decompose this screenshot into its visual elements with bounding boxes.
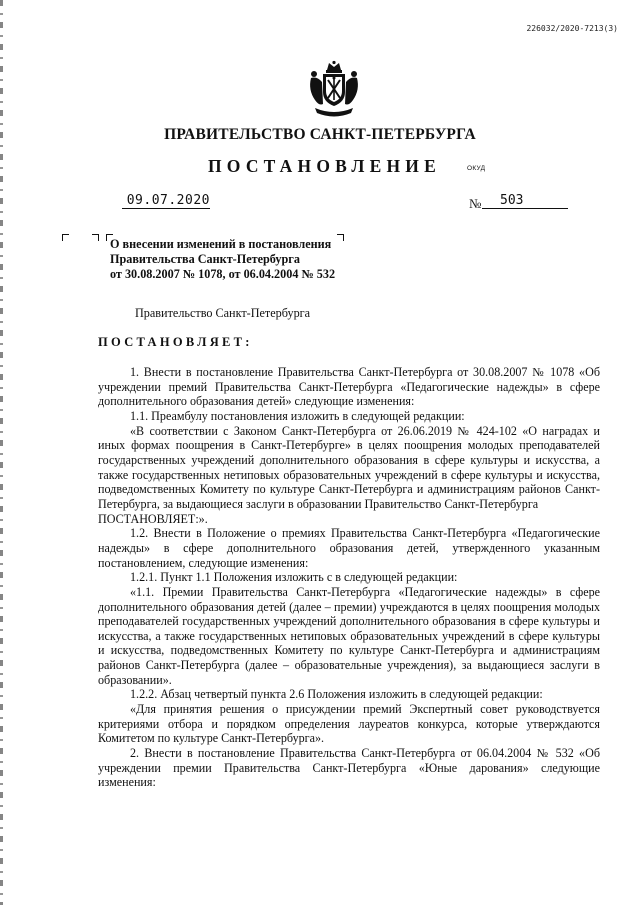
government-title: ПРАВИТЕЛЬСТВО САНКТ-ПЕТЕРБУРГА	[164, 126, 476, 143]
paragraph: 1.2. Внести в Положение о премиях Правительства Санкт-Петербурга «Педагогические надежды» в сфере дополнительного образования детей, утвержденного указанным постановлением, следующие изменения:	[98, 526, 600, 570]
paragraph: «В соответствии с Законом Санкт-Петербурга от 26.06.2019 № 424-102 «О наградах и иных формах поощрения в Санкт-Петербурге» в целях поощрения молодых преподавателей государственных учреждений дополнительного образования в сфере культуры и искусства, а также государственных нетиповых образовательных учреждений в сфере культуры и искусства, подведомственных Комитету по культуре Санкт-Петербурга и администрациям районов Санкт-Петербурга, за выдающиеся заслуги в образовании Правительство Санкт-Петербурга	[98, 423, 600, 511]
subject-line: от 30.08.2007 № 1078, от 06.04.2004 № 532	[110, 267, 336, 281]
document-id: 226032/2020-7213(3)	[526, 24, 618, 33]
coat-of-arms-icon	[305, 60, 363, 120]
paragraph: 2. Внести в постановление Правительства Санкт-Петербурга от 06.04.2004 № 532 «Об учреждении премии Правительства Санкт-Петербурга «Юные дарования» следующие изменения:	[98, 746, 600, 790]
document-date: 09.07.2020	[122, 193, 210, 209]
decree-body	[98, 365, 600, 790]
okud-label: ОКУД	[467, 165, 486, 172]
paragraph: 1.2.1. Пункт 1.1 Положения изложить с в следующей редакции:	[130, 570, 458, 585]
paragraph: 1. Внести в постановление Правительства Санкт-Петербурга от 30.08.2007 № 1078 «Об учреждении премий Правительства Санкт-Петербурга «Педагогические надежды» в сфере дополнительного образования детей» следующие изменения:	[98, 365, 600, 409]
paragraph: 1.1. Преамбулу постановления изложить в следующей редакции:	[130, 408, 465, 423]
corner-mark-left	[62, 234, 69, 241]
corner-mark-mid	[92, 234, 99, 241]
number-sign: №	[469, 196, 482, 211]
subject-line: Правительства Санкт-Петербурга	[110, 252, 300, 266]
paragraph: «Для принятия решения о присуждении премий Экспертный совет руководствуется критериями отбора и порядком определения лауреатов конкурса, которые утверждаются Комитетом по культуре Санкт-Петербурга».	[98, 702, 600, 746]
issuing-body: Правительство Санкт-Петербурга	[135, 306, 311, 320]
paragraph: «1.1. Премии Правительства Санкт-Петербурга «Педагогические надежды» в сфере дополнительного образования детей (далее – премии) учреждаются в целях поощрения молодых преподавателей государственных учреждений дополнительного образования в сфере культуры и искусства, а также государственных нетиповых образовательных учреждений в сфере культуры и искусства, подведомственных Комитету по культуре Санкт-Петербурга и администрациям районов Санкт-Петербурга (далее – образовательные учреждения), за выдающиеся заслуги в образовании».	[98, 584, 600, 687]
document-number: 503	[482, 193, 568, 209]
subject-line: О внесении изменений в постановления	[110, 237, 332, 251]
paragraph: ПОСТАНОВЛЯЕТ:».	[98, 511, 208, 526]
paragraph: 1.2.2. Абзац четвертый пункта 2.6 Положения изложить в следующей редакции:	[130, 687, 543, 702]
decree-subject	[110, 237, 370, 282]
resolves-heading: ПОСТАНОВЛЯЕТ:	[98, 335, 253, 349]
decree-heading: ПОСТАНОВЛЕНИЕ	[208, 156, 441, 176]
